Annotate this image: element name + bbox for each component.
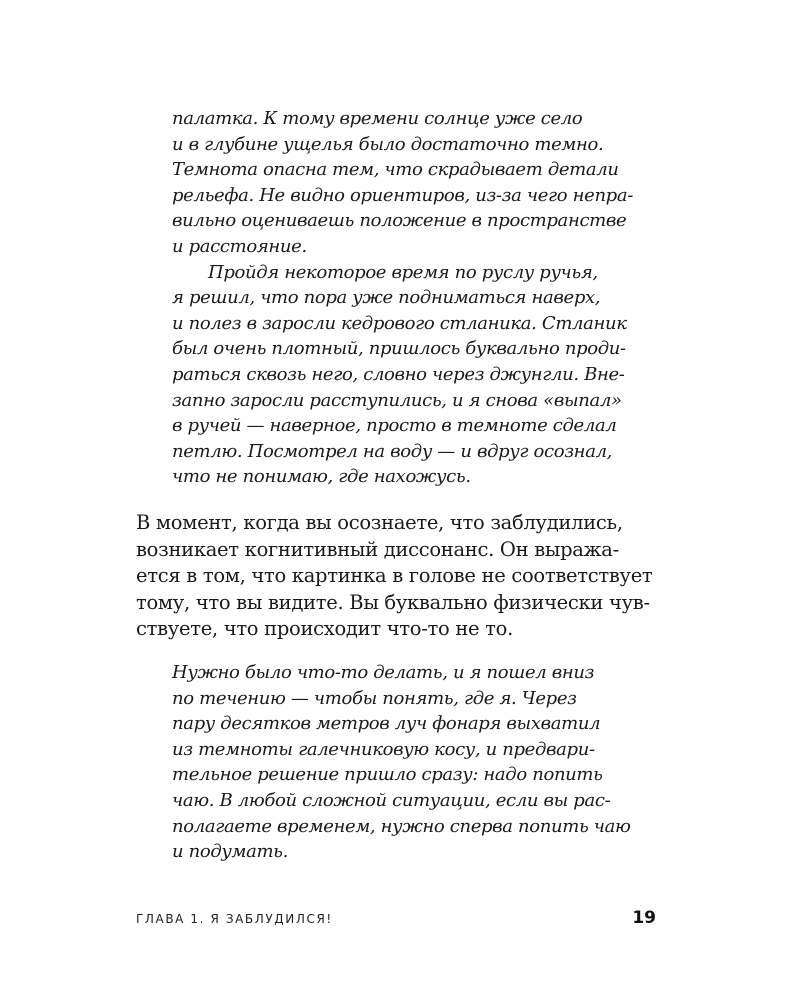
body-paragraph <box>136 510 656 643</box>
text-line: в ручей — наверное, просто в темноте сделал <box>172 415 617 437</box>
text-line: и подумать. <box>172 841 288 863</box>
text-line: Нужно было что-то делать, и я пошел вниз <box>172 662 595 683</box>
text-line: пару десятков метров луч фонаря выхватил <box>172 713 601 735</box>
text-line: петлю. Посмотрел на воду — и вдруг осознал, <box>172 440 613 462</box>
page-number: 19 <box>632 908 656 928</box>
text-line: и полез в заросли кедрового стланика. Стланик <box>172 312 627 334</box>
text-line: чаю. В любой сложной ситуации, если вы рас- <box>172 789 611 811</box>
text-line: запно заросли расступились, и я снова «выпал» <box>172 389 622 411</box>
text-line: Темнота опасна тем, что скрадывает детали <box>172 159 619 181</box>
text-line: ется в том, что картинка в голове не соответствует <box>136 564 653 587</box>
text-line: раться сквозь него, словно через джунгли. Вне- <box>172 363 625 385</box>
text-line: рельефа. Не видно ориентиров, из-за чего непра- <box>172 184 633 206</box>
text-line: я решил, что пора уже подниматься наверх, <box>172 287 601 309</box>
text-line: возникает когнитивный диссонанс. Он выража- <box>136 537 619 561</box>
text-line: из темноты галечниковую косу, и предвари- <box>172 738 595 760</box>
text-line: что не понимаю, где нахожусь. <box>172 466 471 488</box>
page-footer <box>136 908 656 932</box>
text-line: ствуете, что происходит что-то не то. <box>136 617 514 640</box>
quote-block-1 <box>172 106 633 490</box>
text-line: Пройдя некоторое время по руслу ручья, <box>208 261 598 283</box>
running-chapter-title: ГЛАВА 1. Я ЗАБЛУДИЛСЯ! <box>136 912 333 926</box>
text-line: и в глубине ущелья было достаточно темно. <box>172 133 604 155</box>
text-line: вильно оцениваешь положение в пространстве <box>172 210 627 232</box>
text-line: и расстояние. <box>172 235 307 257</box>
text-line: был очень плотный, пришлось буквально проди- <box>172 338 626 360</box>
text-line: по течению — чтобы понять, где я. Через <box>172 687 577 709</box>
text-line: В момент, когда вы осознаете, что заблудились, <box>136 511 623 534</box>
text-line: тому, что вы видите. Вы буквально физически чув- <box>136 590 650 614</box>
quote-block-2 <box>172 660 631 865</box>
text-line: полагаете временем, нужно сперва попить чаю <box>172 815 631 837</box>
text-line: палатка. К тому времени солнце уже село <box>172 108 583 129</box>
text-line: тельное решение пришло сразу: надо попить <box>172 764 603 786</box>
